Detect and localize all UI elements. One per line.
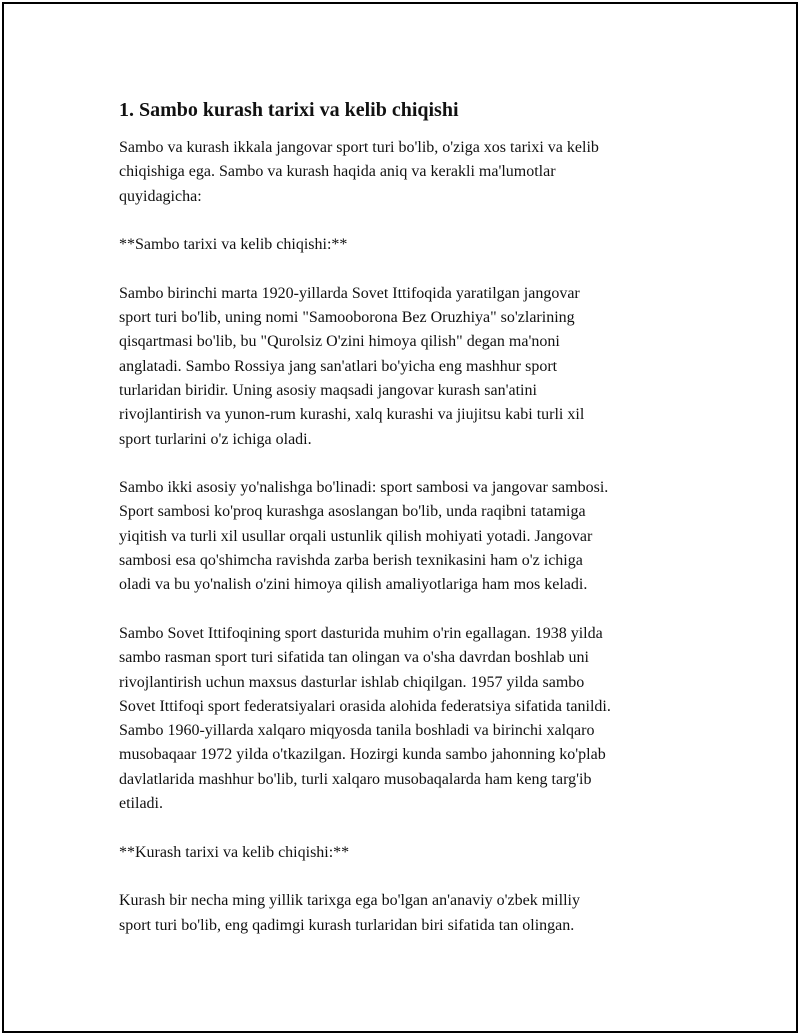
intro-paragraph: Sambo va kurash ikkala jangovar sport turi bo'lib, o'ziga xos tarixi va kelib chiqishiga ega. Sambo va kurash haqida aniq va kerakli ma'lumotlar quyidagicha:: [119, 139, 599, 205]
sambo-directions-paragraph: Sambo ikki asosiy yo'nalishga bo'linadi: sport sambosi va jangovar sambosi. Sport sambosi ko'proq kurashga asoslangan bo'lib, unda raqibni tatamiga yiqitish va turli xil usullar orqali ustunlik qilish mohiyati yotadi. Jangovar sambosi esa qo'shimcha ravishda zarba berish texnikasini ham o'z ichiga oladi va bu yo'nalish o'zini himoya qilish amaliyotlariga ham mos keladi.: [119, 479, 609, 594]
sambo-heading: **Sambo tarixi va kelib chiqishi:**: [119, 236, 348, 254]
document-body: [119, 96, 719, 962]
kurash-paragraph: Kurash bir necha ming yillik tarixga ega bo'lgan an'anaviy o'zbek milliy sport turi bo'lib, eng qadimgi kurash turlaridan biri sifatida tan olingan.: [119, 892, 580, 934]
kurash-heading: **Kurash tarixi va kelib chiqishi:**: [119, 843, 350, 861]
sambo-origin-paragraph: Sambo birinchi marta 1920-yillarda Sovet Ittifoqida yaratilgan jangovar sport turi bo'lib, uning nomi "Samooborona Bez Oruzhiya" so'zlarining qisqartmasi bo'lib, bu "Qurolsiz O'zini himoya qilish" degan ma'noni anglatadi. Sambo Rossiya jang san'atlari bo'yicha eng mashhur sport turlaridan biridir. Uning asosiy maqsadi jangovar kurash san'atini rivojlantirish va yunon-rum kurashi, xalq kurashi va jiujitsu kabi turli xil sport turlarini o'z ichiga oladi.: [119, 284, 585, 448]
section-title: 1. Sambo kurash tarixi va kelib chiqishi: [119, 99, 459, 121]
document-page: [2, 2, 798, 1033]
sambo-history-paragraph: Sambo Sovet Ittifoqining sport dasturida muhim o'rin egallagan. 1938 yilda sambo rasman sport turi sifatida tan olingan va o'sha davrdan boshlab uni rivojlantirish uchun maxsus dasturlar ishlab chiqilgan. 1957 yilda sambo Sovet Ittifoqi sport federatsiyalari orasida alohida federatsiya sifatida tanildi. Sambo 1960-yillarda xalqaro miqyosda tanila boshladi va birinchi xalqaro musobaqaar 1972 yilda o'tkazilgan. Hozirgi kunda sambo jahonning ko'plab davlatlarida mashhur bo'lib, turli xalqaro musobaqalarda ham keng targ'ib etiladi.: [119, 624, 611, 813]
